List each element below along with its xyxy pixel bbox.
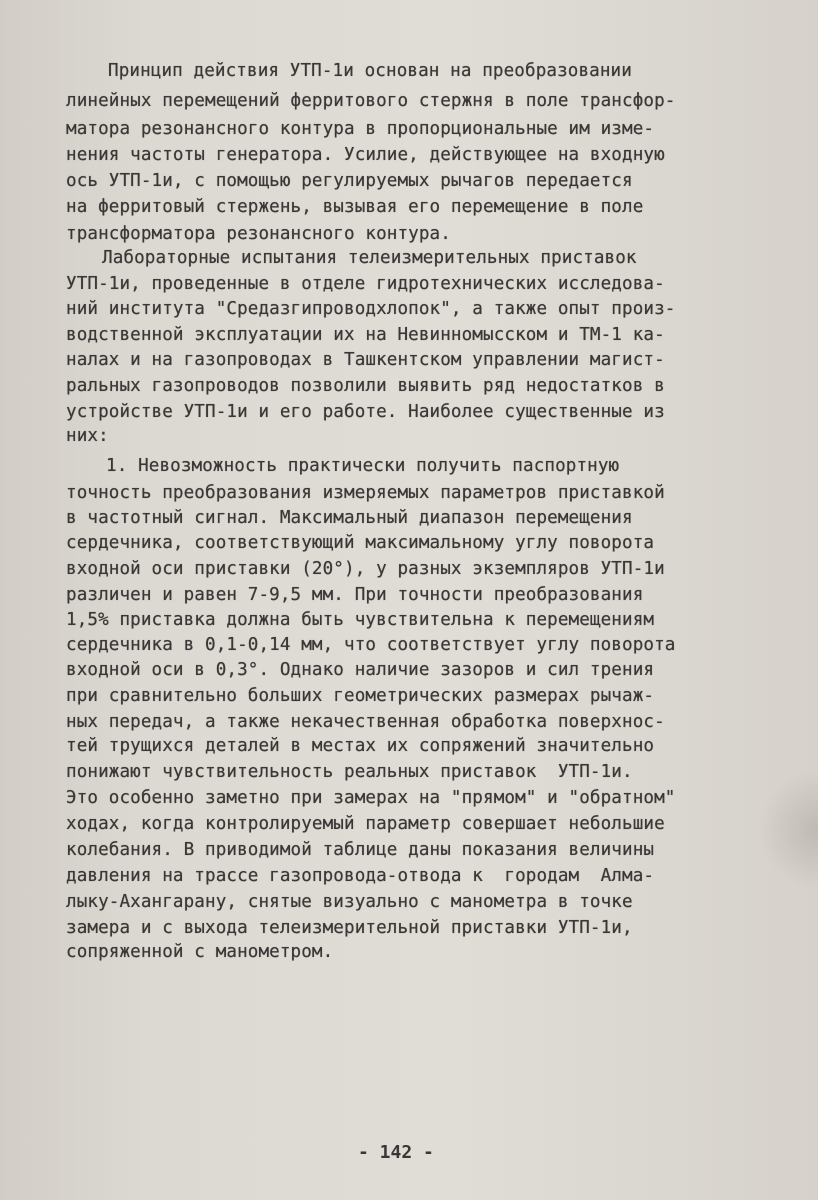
text-line: трансформатора резонансного контура. bbox=[66, 224, 451, 244]
text-line: сердечника, соответствующий максимальному углу поворота bbox=[66, 533, 655, 553]
text-line: ральных газопроводов позволили выявить ряд недостатков в bbox=[66, 376, 665, 396]
text-line: 1,5% приставка должна быть чувствительна к перемещениям bbox=[66, 610, 655, 630]
text-line: них: bbox=[66, 426, 109, 446]
text-line: ний института "Средазгипроводхлопок", а также опыт произ- bbox=[66, 299, 676, 319]
text-line: тей трущихся деталей в местах их сопряжений значительно bbox=[66, 736, 655, 756]
text-line: налах и на газопроводах в Ташкентском управлении магист- bbox=[66, 350, 665, 370]
text-line: различен и равен 7-9,5 мм. При точности преобразования bbox=[66, 585, 644, 605]
text-line: входной оси в 0,3°. Однако наличие зазоров и сил трения bbox=[66, 660, 655, 680]
text-line: линейных перемещений ферритового стержня в поле трансфор- bbox=[66, 91, 676, 111]
text-line: замера и с выхода телеизмерительной приставки УТП-1и, bbox=[66, 918, 633, 938]
text-line: давления на трассе газопровода-отвода к городам Алма- bbox=[66, 866, 655, 886]
text-line: нения частоты генератора. Усилие, действующее на входную bbox=[66, 145, 665, 165]
text-line: водственной эксплуатации их на Невинномысском и ТМ-1 ка- bbox=[66, 325, 665, 345]
text-line: ходах, когда контролируемый параметр совершает небольшие bbox=[66, 814, 665, 834]
text-line: Лабораторные испытания телеизмерительных приставок bbox=[102, 248, 637, 268]
text-line: лыку-Ахангарану, снятые визуально с манометра в точке bbox=[66, 892, 633, 912]
text-line: в частотный сигнал. Максимальный диапазон перемещения bbox=[66, 508, 633, 528]
text-line: колебания. В приводимой таблице даны показания величины bbox=[66, 840, 655, 860]
text-line: точность преобразования измеряемых параметров приставкой bbox=[66, 483, 665, 503]
text-line: ных передач, а также некачественная обработка поверхнос- bbox=[66, 712, 665, 732]
text-line: входной оси приставки (20°), у разных экземпляров УТП-1и bbox=[66, 559, 665, 579]
text-line: Это особенно заметно при замерах на "прямом" и "обратном" bbox=[66, 788, 676, 808]
text-line: сопряженной с манометром. bbox=[66, 942, 334, 962]
page-fold-shadow bbox=[758, 770, 818, 890]
text-line: Принцип действия УТП-1и основан на преобразовании bbox=[108, 61, 632, 81]
text-line: на ферритовый стержень, вызывая его перемещение в поле bbox=[66, 197, 644, 217]
text-line: при сравнительно больших геометрических размерах рычаж- bbox=[66, 686, 655, 706]
text-line: сердечника в 0,1-0,14 мм, что соответствует углу поворота bbox=[66, 635, 676, 655]
text-line: матора резонансного контура в пропорциональные им изме- bbox=[66, 119, 655, 139]
text-line: 1. Невозможность практически получить паспортную bbox=[106, 456, 620, 476]
text-line: УТП-1и, проведенные в отделе гидротехнических исследова- bbox=[66, 274, 665, 294]
page-number: - 142 - bbox=[358, 1142, 434, 1163]
text-line: ось УТП-1и, с помощью регулируемых рычагов передается bbox=[66, 171, 633, 191]
text-line: устройстве УТП-1и и его работе. Наиболее существенные из bbox=[66, 402, 665, 422]
text-line: понижают чувствительность реальных приставок УТП-1и. bbox=[66, 762, 633, 782]
